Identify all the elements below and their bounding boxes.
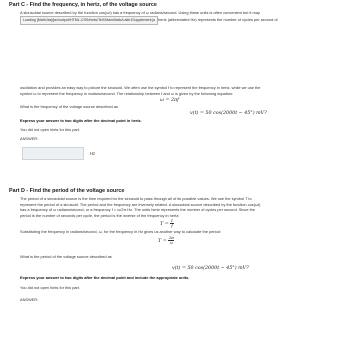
part-d-hints: You did not open hints for this part. [20,285,80,290]
part-d-para-line4: period is the number of seconds per cycle, the period is the inverse of the frequency in hertz: [20,212,180,218]
part-d-para-line1: The period of a sinusoidal source is the time required for the sinusoid to pass through all of its possible values. We use the symbol T to [20,196,252,201]
part-c-answer-label: ANSWER: [20,136,39,141]
part-c-intro-tail: hertz (abbreviated Hz) represents the number of cycles per second of [158,16,278,22]
part-d-answer-label: ANSWER: [20,297,39,302]
part-d-question: What is the period of the voltage source described as [20,254,112,259]
part-d-title: Part D - Find the period of the voltage source [9,188,125,194]
part-c-question: What is the frequency of the voltage source described as [20,104,118,109]
part-c-instruction: Express your answer to two digits after the decimal point in hertz. [20,118,142,123]
frequency-answer-input[interactable] [22,147,84,160]
part-c-para2-line2: symbol ω to represent the frequency in radians/second. The relationship between f and ω is given by the following equation: [20,90,234,96]
hz-unit-label: Hz [90,151,96,156]
part-c-title: Part C - Find the frequency, in hertz, of the voltage source [9,2,157,8]
mathjax-loading-tooltip: Loading [MathJax]/jax/output/HTML-CSS/fonts/TeX/Main/Italic/Latin1Supplement.js [20,16,158,25]
part-d-substitution-text: Substituting the frequency in radians/second, ω, for the frequency in Hz gives us another way to calculate the period: [20,229,221,234]
part-d-para-line3: has a frequency of ω radians/second, or a frequency f = ω/2π Hz. The units hertz represents the number of cycles per second. Since the [20,207,256,212]
part-c-hints: You did not open hints for this part. [20,127,80,132]
part-d-instruction: Express your answer to two digits after the decimal point and include the appropriate units. [20,275,190,280]
part-c-para2-line1: oscillation and provides an easy way to picture the sinusoid. We often use the symbol f to represent the frequency in hertz, while we use the [20,85,261,90]
part-c-voltage: v(t) = 50 cos(2000t − 45°) mV? [190,110,267,116]
period-equation-1: T = $\frac{1}{f}$ [160,218,174,228]
period-equation-2: T = $\frac{2\pi}{\omega}$ [158,235,174,245]
part-c-intro: A sinusoidal source described by the function cos(ωt) has a frequency of ω radians/second. Using these units is often convenient but it may [20,10,260,15]
part-d-para-line2: represent the period of a sinusoid. The period and the frequency are inversely related. A sinusoidal source described by the function cos(ωt) [20,201,261,207]
part-d-voltage: v(t) = 50 cos(2000t − 45°) mV? [172,266,249,271]
omega-equation: ω = 2πf [160,98,179,103]
